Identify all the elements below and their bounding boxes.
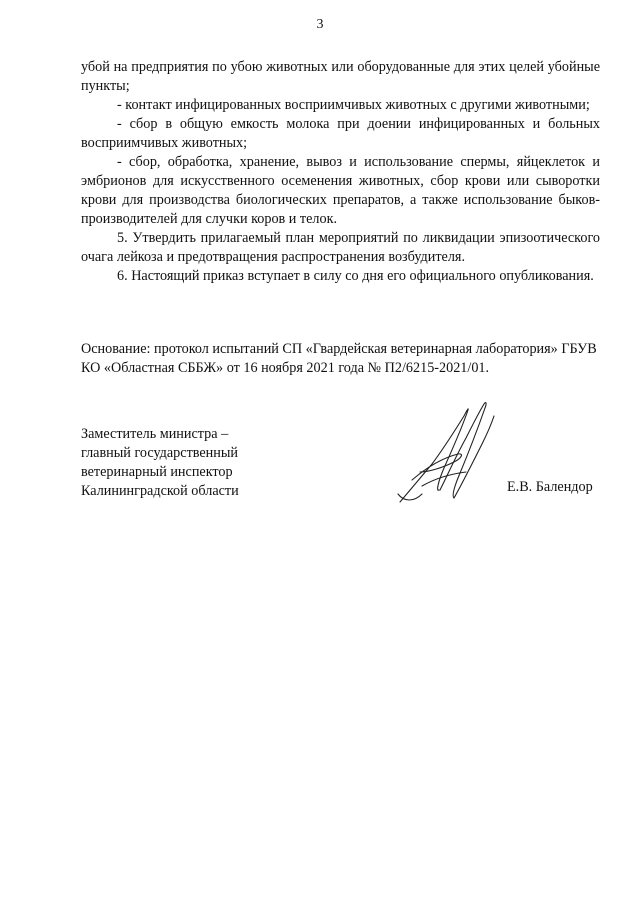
- document-body: [81, 58, 600, 286]
- paragraph-item-6: 6. Настоящий приказ вступает в силу со дня его официального опубликования.: [117, 268, 594, 284]
- basis-note: Основание: протокол испытаний СП «Гвардейская ветеринарная лаборатория» ГБУВ КО «Областная СББЖ» от 16 ноября 2021 года № П2/6215-2021/01.: [81, 341, 597, 376]
- paragraph-contact-animals: - контакт инфицированных восприимчивых животных с другими животными;: [117, 97, 590, 113]
- page-number: 3: [316, 17, 324, 32]
- signatory-position-line: Заместитель министра –: [81, 426, 229, 442]
- signatory-name: Е.В. Балендор: [507, 479, 593, 495]
- paragraph-semen-collection: - сбор, обработка, хранение, вывоз и использование спермы, яйцеклеток и эмбрионов для искусственного осеменения животных, сбор крови или сыворотки крови для производства биологических препаратов, а также использование быков-производителей для случки коров и телок.: [81, 154, 600, 227]
- paragraph-item-5: 5. Утвердить прилагаемый план мероприятий по ликвидации эпизоотического очага лейкоза и предотвращения распространения возбудителя.: [81, 230, 600, 265]
- signatory-position-line: главный государственный: [81, 445, 238, 461]
- signatory-position-line: Калининградской области: [81, 483, 239, 499]
- paragraph-milk-collection: - сбор в общую емкость молока при доении инфицированных и больных восприимчивых животных;: [81, 116, 600, 151]
- handwritten-signature: [392, 398, 502, 510]
- signatory-position: [81, 425, 321, 501]
- signatory-position-line: ветеринарный инспектор: [81, 464, 233, 480]
- paragraph-slaughter-continuation: убой на предприятия по убою животных или оборудованные для этих целей убойные пункты;: [81, 59, 600, 94]
